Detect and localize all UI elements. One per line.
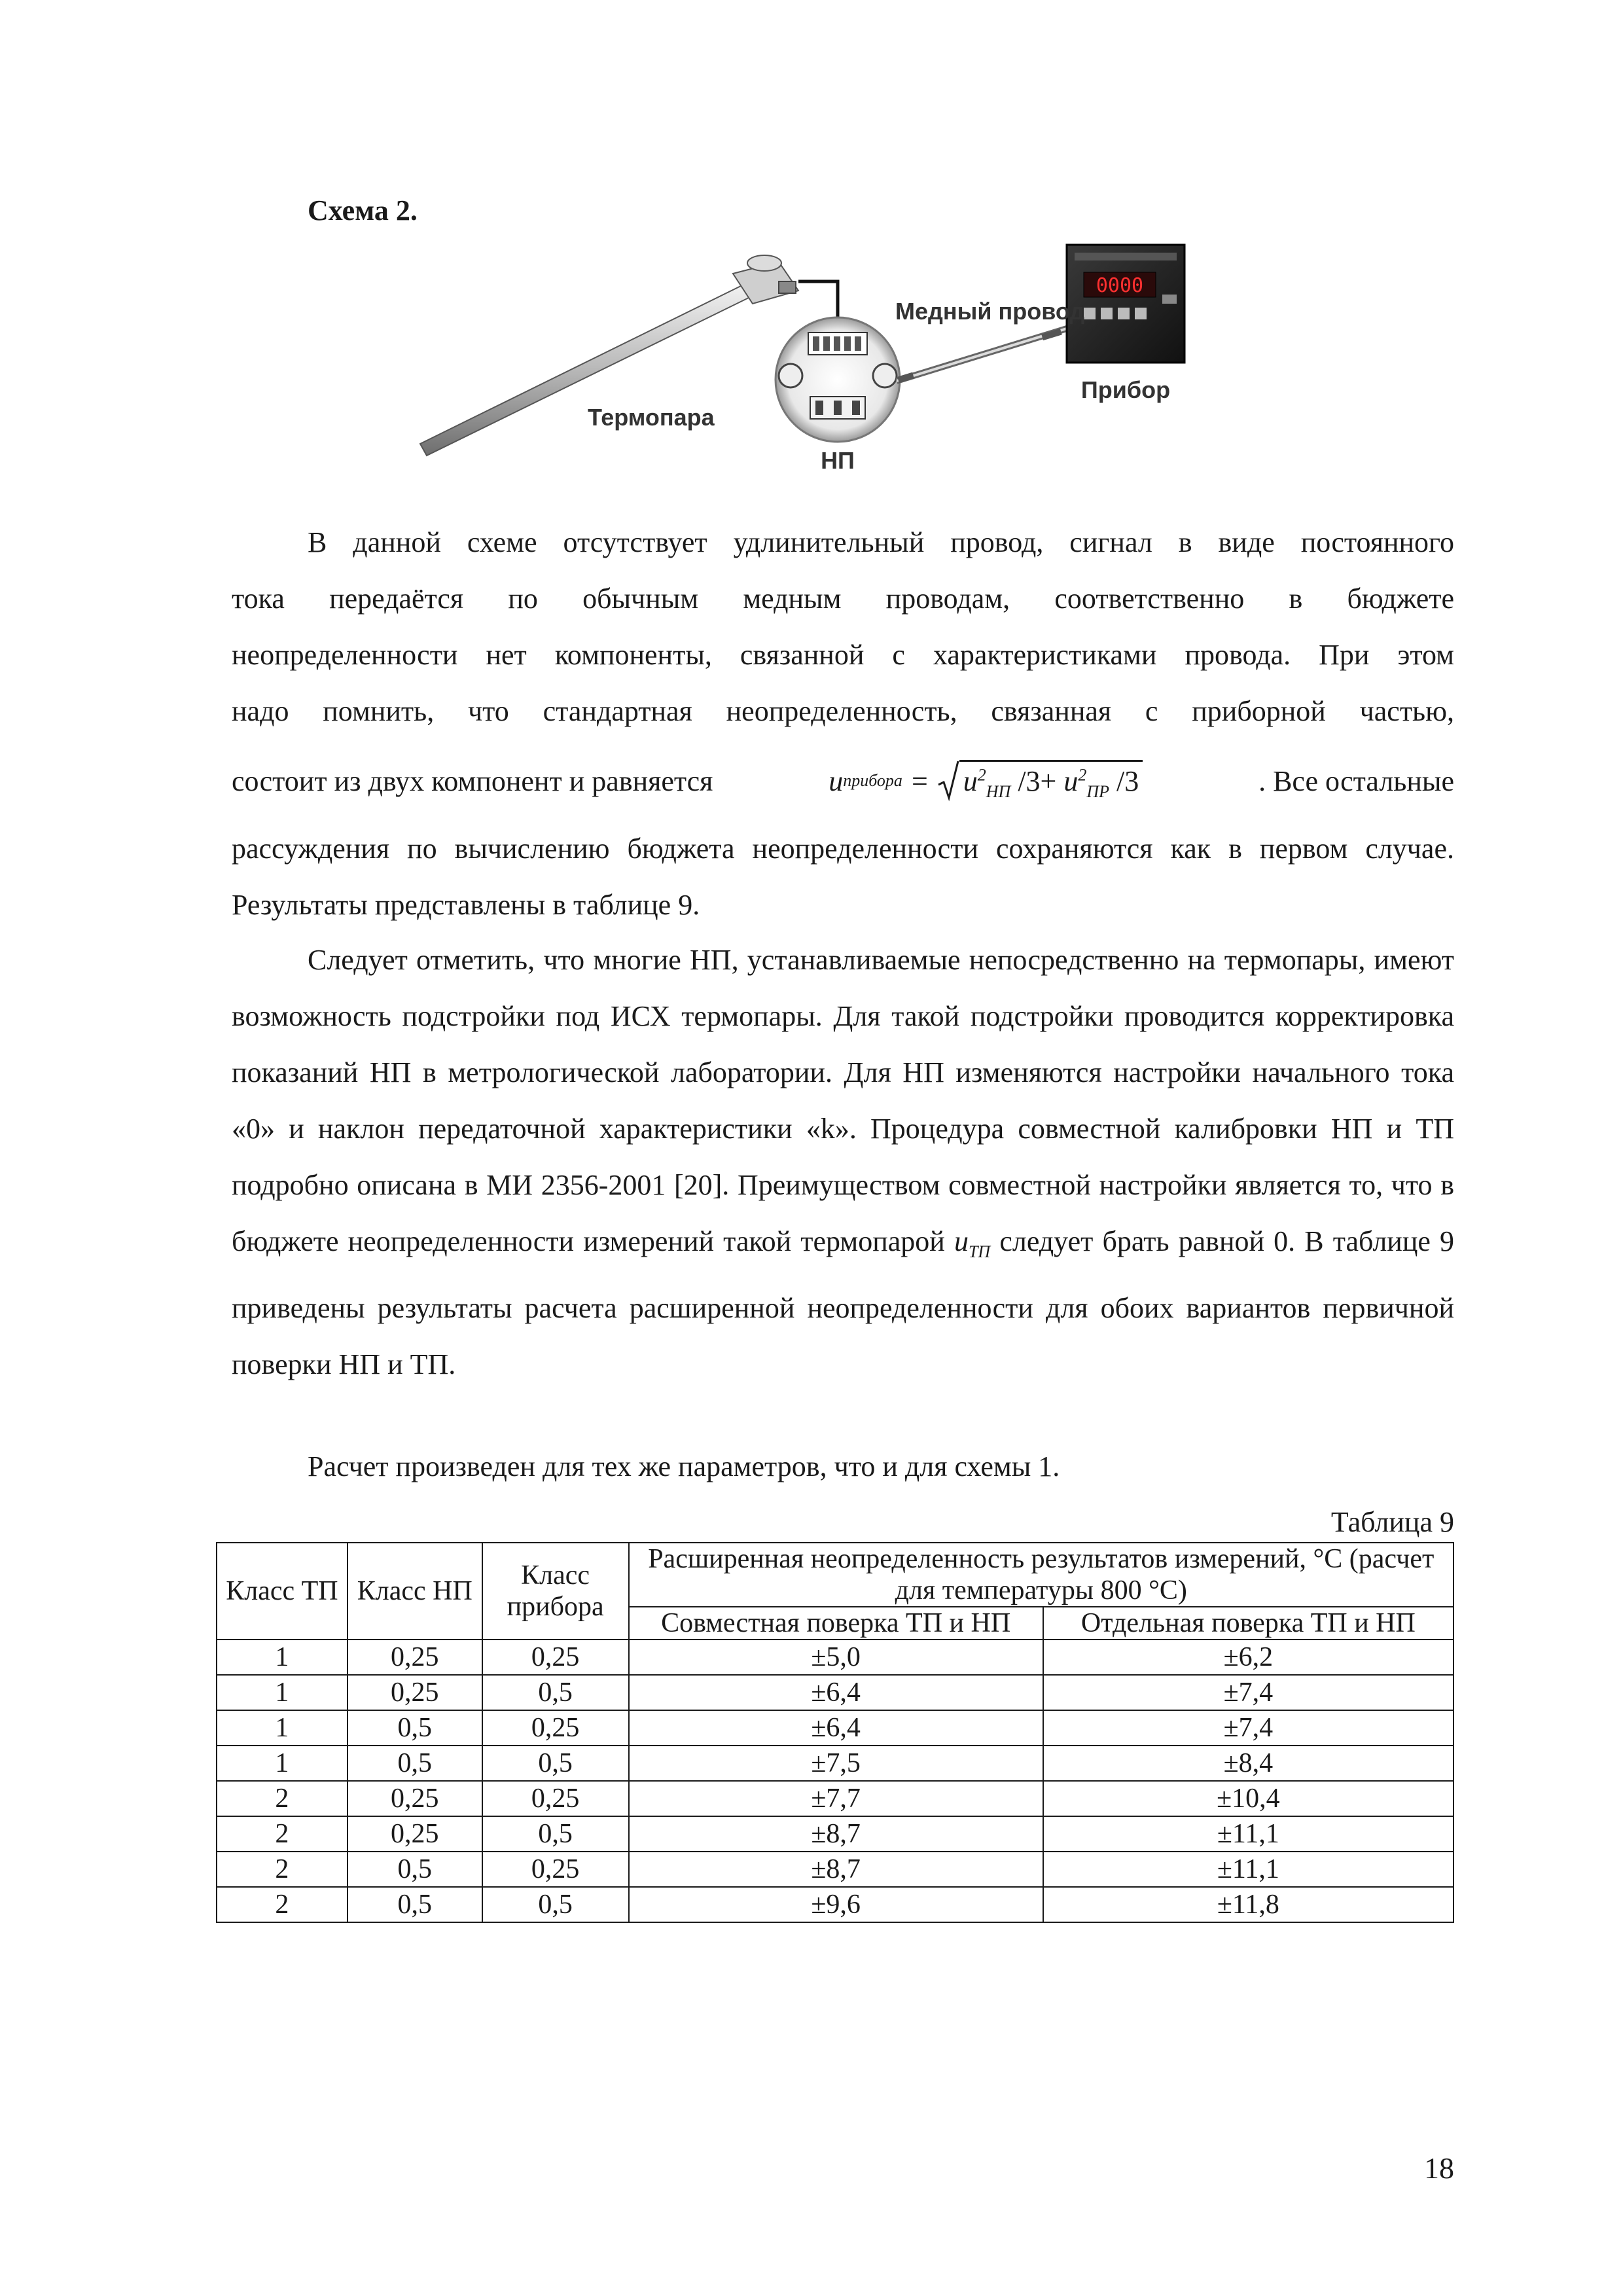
table-row: 2 0,5 0,5 ±9,6 ±11,8 — [217, 1887, 1454, 1922]
results-table — [216, 1542, 1454, 1923]
symbol-u-tp: $u_{ТП}$ — [954, 1225, 991, 1261]
paragraph-1-line-3: неопределенности нет компоненты, связанной с характеристиками провода. При этом — [232, 639, 1454, 671]
formula-prefix: состоит из двух компонент и равняется — [232, 764, 713, 797]
table-caption: Таблица 9 — [1330, 1506, 1454, 1538]
scheme-illustration — [412, 236, 1296, 478]
header-class-tp: Класс ТП — [217, 1543, 348, 1640]
table-row: 1 0,25 0,5 ±6,4 ±7,4 — [217, 1675, 1454, 1710]
formula-line — [232, 751, 1454, 810]
table-row: 1 0,5 0,5 ±7,5 ±8,4 — [217, 1746, 1454, 1781]
header-class-np: Класс НП — [348, 1543, 482, 1640]
instrument-display: 0000 — [1096, 274, 1144, 297]
table-row: 1 0,25 0,25 ±5,0 ±6,2 — [217, 1640, 1454, 1675]
header-separate: Отдельная поверка ТП и НП — [1043, 1607, 1454, 1640]
instrument-label: Прибор — [1080, 376, 1171, 403]
converter-label: НП — [821, 447, 855, 474]
header-class-device: Класс прибора — [482, 1543, 629, 1640]
sqrt-icon: $u^2_{НП}$ $/3+ u^2_{ПР}$ /3 — [937, 760, 1143, 802]
table-row: 2 0,25 0,25 ±7,7 ±10,4 — [217, 1781, 1454, 1816]
copper-wire-label: Медный провод — [895, 298, 1085, 325]
table-row: 2 0,5 0,25 ±8,7 ±11,1 — [217, 1852, 1454, 1887]
header-joint: Совместная поверка ТП и НП — [629, 1607, 1043, 1640]
paragraph-3: Расчет произведен для тех же параметров, что и для схемы 1. — [308, 1450, 1060, 1482]
paragraph-1-line-1: В данной схеме отсутствует удлинительный провод, сигнал в виде постоянного — [308, 526, 1454, 558]
thermocouple-label: Термопара — [588, 404, 715, 431]
copper-wire-icon — [897, 329, 1067, 383]
paragraph-1-line-4: надо помнить, что стандартная неопределенность, связанная с приборной частью, — [232, 695, 1454, 727]
converter-icon — [776, 317, 900, 442]
figure-heading: Схема 2. — [308, 194, 418, 226]
page-number: 18 — [1424, 2151, 1454, 2185]
paragraph-1-line-2: тока передаётся по обычным медным проводам, соответственно в бюджете — [232, 583, 1454, 615]
paragraph-2: Следует отметить, что многие НП, устанавливаемые непосредственно на термопары, имеют возможность подстройки под ИСХ термопары. Для такой подстройки проводится корректировка показаний НП в метрологической лаборатории. Для НП изменяются настройки начального тока «0» и наклон передаточной характеристики «k». Процедура совместной калибровки НП и ТП подробно описана в МИ 2356-2001 [20]. Преимуществом совместной настройки является то, что в бюджете неопределенности измерений такой термопарой $u_{ТП}$ следует брать равной 0. В таблице 9 приведены результаты расчета расширенной неопределенности для обоих вариантов первичной поверки НП и ТП. — [232, 944, 1455, 1380]
scheme-figure — [412, 236, 1296, 478]
header-group: Расширенная неопределенность результатов измерений, °С (расчет для температуры 800 °С) — [629, 1543, 1454, 1607]
formula-suffix: . Все остальные — [1258, 764, 1454, 797]
paragraph-1-tail: рассуждения по вычислению бюджета неопределенности сохраняются как в первом случае. Результаты представлены в таблице 9. — [232, 833, 1454, 921]
table-row: 2 0,25 0,5 ±8,7 ±11,1 — [217, 1816, 1454, 1852]
uncertainty-formula: u прибора = $u^2_{НП}$ $/3+ u^2_{ПР}$ /3 — [829, 760, 1143, 802]
table-row: 1 0,5 0,25 ±6,4 ±7,4 — [217, 1710, 1454, 1746]
